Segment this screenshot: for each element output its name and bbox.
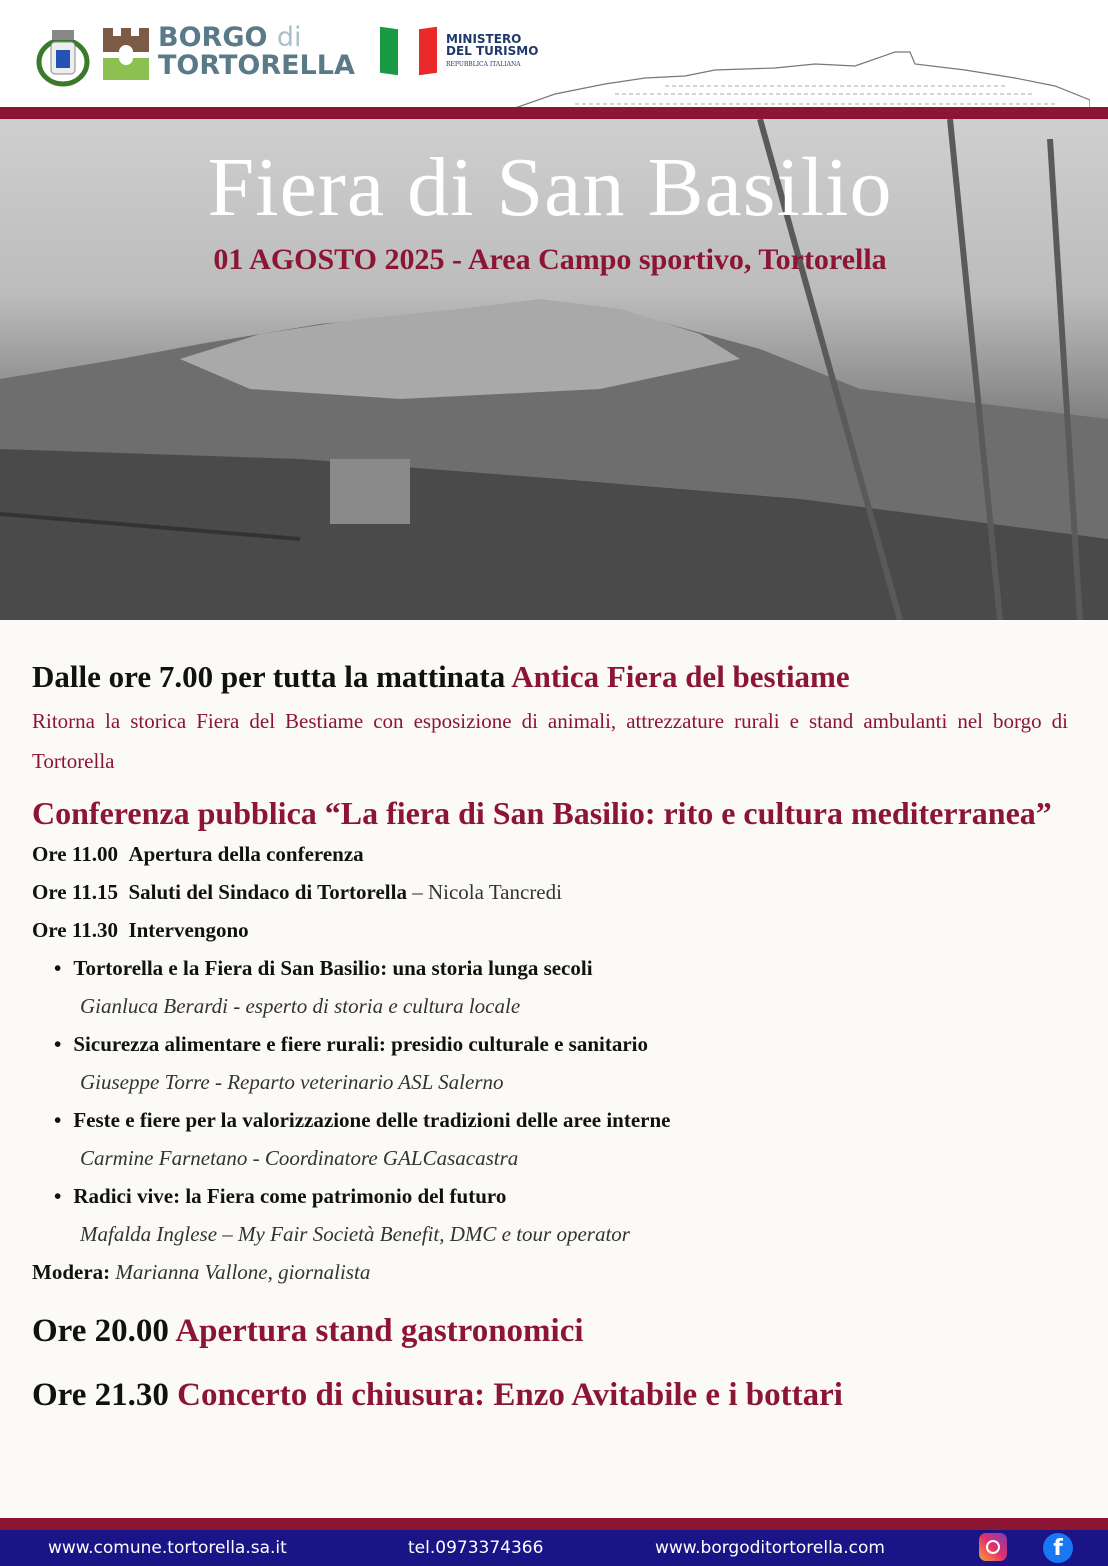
moderator: Modera: Marianna Vallone, giornalista [32, 1260, 371, 1284]
flag-green [380, 27, 398, 76]
schedule-item: Ore 11.00 Apertura della conferenza [32, 842, 364, 866]
municipality-website-link[interactable]: www.comune.tortorella.sa.it [48, 1538, 287, 1558]
borgo-logo-icon [103, 28, 149, 80]
fair-description: Ritorna la storica Fiera del Bestiame con esposizione di animali, attrezzature rurali e stand ambulanti nel borgo di Tortorella [32, 709, 1068, 773]
schedule-item: Ore 11.15 Saluti del Sindaco di Tortorella – Nicola Tancredi [32, 880, 562, 904]
talk-item: • Tortorella e la Fiera di San Basilio: una storia lunga secoli Gianluca Berardi - esperto di storia e cultura locale [54, 949, 1068, 1025]
facebook-icon[interactable]: f [1043, 1533, 1073, 1563]
evening-item: Ore 21.30 Concerto di chiusura: Enzo Avitabile e i bottari [32, 1377, 843, 1413]
conference-title: Conferenza pubblica “La fiera di San Basilio: rito e cultura mediterranea” [32, 795, 1052, 831]
borgo-logo-text: BORGO di TORTORELLA [158, 22, 355, 81]
phone-number[interactable]: tel.0973374366 [408, 1538, 544, 1558]
schedule-item: Ore 11.30 Intervengono [32, 918, 249, 942]
talk-item: • Feste e fiere per la valorizzazione delle tradizioni delle aree interne Carmine Farnetano - Coordinatore GALCasacastra [54, 1101, 1068, 1177]
ministry-logo: MINISTERO DEL TURISMO REPUBBLICA ITALIANA [446, 32, 539, 68]
footer [0, 1530, 1108, 1566]
borgo-website-link[interactable]: www.borgoditortorella.com [655, 1538, 885, 1558]
instagram-icon[interactable] [979, 1533, 1007, 1561]
evening-item: Ore 20.00 Apertura stand gastronomici [32, 1313, 584, 1349]
fair-heading: Dalle ore 7.00 per tutta la mattinata Antica Fiera del bestiame [32, 659, 850, 694]
event-date-location: 01 AGOSTO 2025 - Area Campo sportivo, Tortorella [213, 243, 887, 276]
header [0, 0, 1108, 108]
municipal-crest-icon [36, 24, 90, 88]
flag-red [419, 27, 437, 76]
event-title: Fiera di San Basilio [207, 141, 893, 234]
talk-item: • Sicurezza alimentare e fiere rurali: presidio culturale e sanitario Giuseppe Torre - Reparto veterinario ASL Salerno [54, 1025, 1068, 1101]
talk-list [54, 949, 1068, 1253]
footer-accent-bar [0, 1518, 1108, 1530]
top-accent-bar [0, 107, 1108, 119]
program [32, 655, 1068, 1419]
village-skyline-drawing [515, 44, 1090, 108]
talk-item: • Radici vive: la Fiera come patrimonio del futuro Mafalda Inglese – My Fair Società Benefit, DMC e tour operator [54, 1177, 1068, 1253]
